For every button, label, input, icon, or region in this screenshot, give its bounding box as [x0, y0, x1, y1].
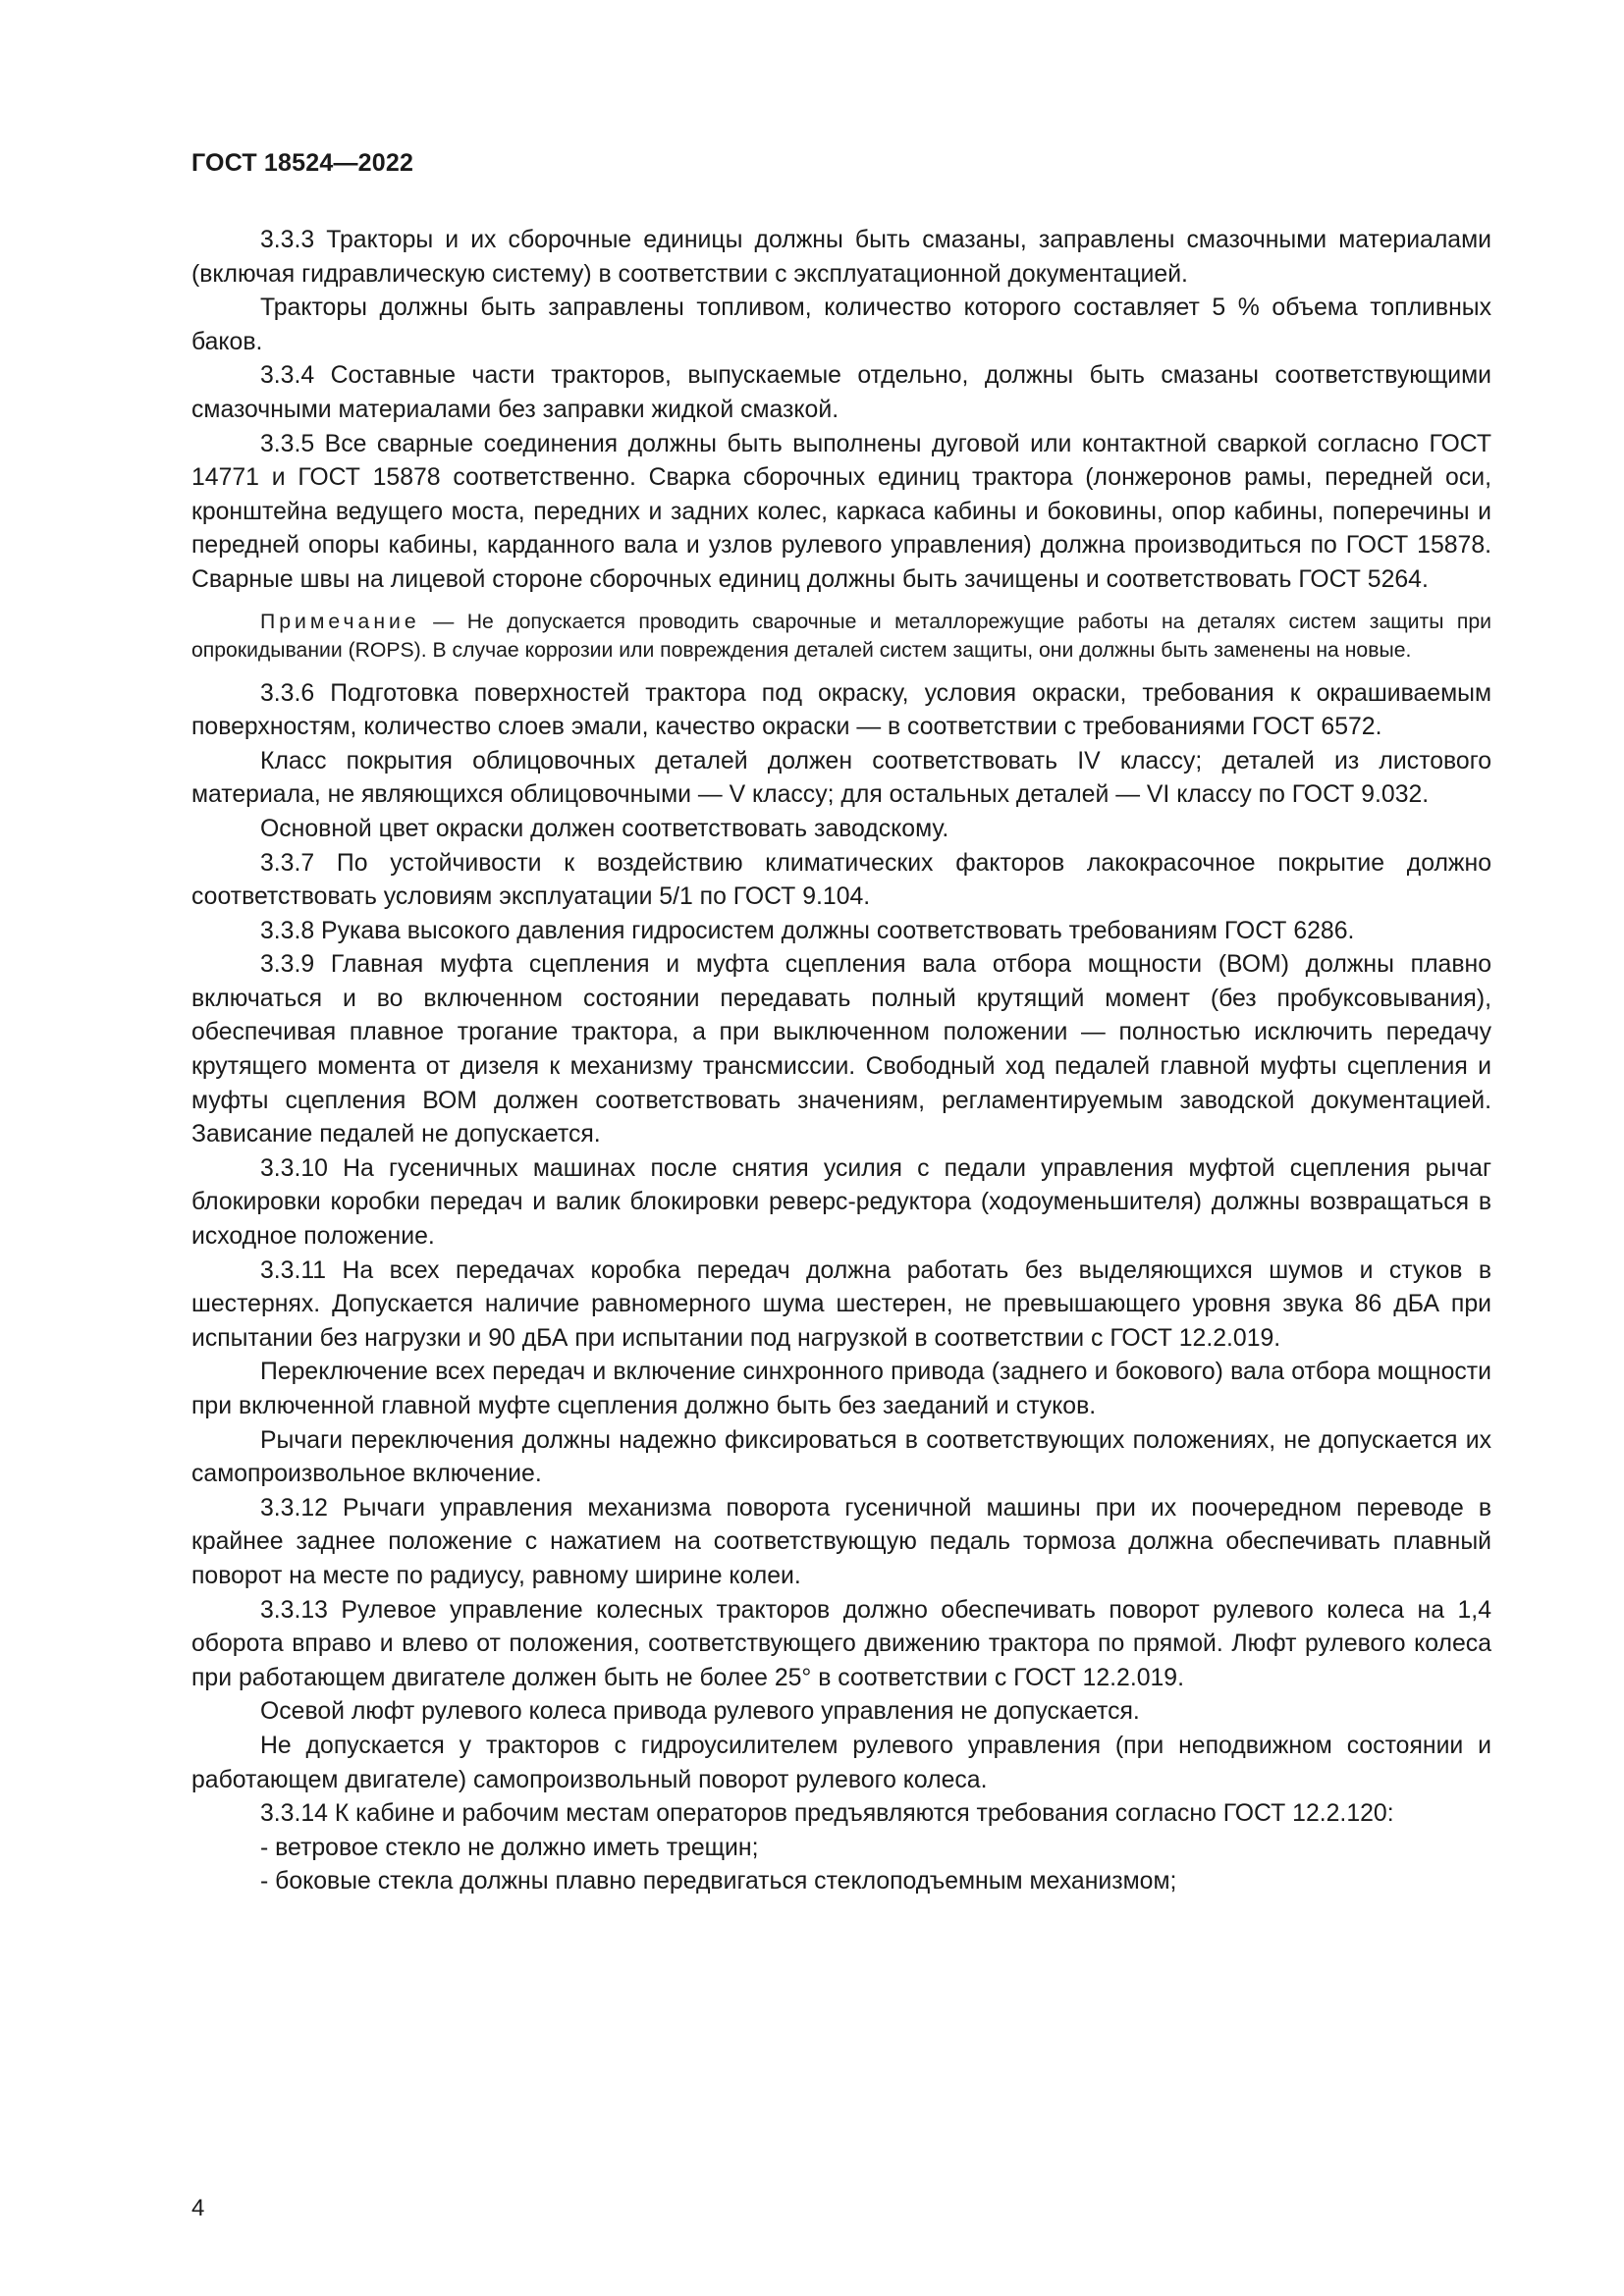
paragraph-3-3-12: 3.3.12 Рычаги управления механизма поворота гусеничной машины при их поочередном переводе в крайнее заднее положение с нажатием на соответствующую педаль тормоза должна обеспечивать плавный поворот на месте по радиусу, равному ширине колеи.: [191, 1494, 1491, 1589]
paragraph: Тракторы должны быть заправлены топливом, количество которого составляет 5 % объема топливных баков.: [191, 294, 1491, 355]
paragraph: Рычаги переключения должны надежно фиксироваться в соответствующих положениях, не допускается их самопроизвольное включение.: [191, 1426, 1491, 1488]
note-text: — Не допускается проводить сварочные и металлорежущие работы на деталях систем защиты при опрокидывании (ROPS). В случае коррозии или повреждения деталей систем защиты, они должны быть заменены на новые.: [191, 610, 1491, 663]
note: [191, 608, 1491, 666]
paragraph-3-3-9: 3.3.9 Главная муфта сцепления и муфта сцепления вала отбора мощности (ВОМ) должны плавно включаться и во включенном состоянии передавать полный крутящий момент (без пробуксовывания), обеспечивая плавное трогание трактора, а при выключенном положении — полностью исключить передачу крутящего момента от дизеля к механизму трансмиссии. Свободный ход педалей главной муфты сцепления и муфты сцепления ВОМ должен соответствовать значениям, регламентируемым заводской документацией. Зависание педалей не допускается.: [191, 951, 1491, 1148]
list-item: - боковые стекла должны плавно передвигаться стеклоподъемным механизмом;: [260, 1868, 1177, 1896]
paragraph-3-3-7: 3.3.7 По устойчивости к воздействию климатических факторов лакокрасочное покрытие должно соответствовать условиям эксплуатации 5/1 по ГОСТ 9.104.: [191, 849, 1491, 911]
list-item: - ветровое стекло не должно иметь трещин;: [260, 1834, 759, 1861]
paragraph-3-3-11: 3.3.11 На всех передачах коробка передач должна работать без выделяющихся шумов и стуков в шестернях. Допускается наличие равномерного шума шестерен, не превышающего уровня звука 86 дБА при испытании без нагрузки и 90 дБА при испытании под нагрузкой в соответствии с ГОСТ 12.2.019.: [191, 1256, 1491, 1352]
paragraph: Не допускается у тракторов с гидроусилителем рулевого управления (при неподвижном состоянии и работающем двигателе) самопроизвольный поворот рулевого колеса.: [191, 1732, 1491, 1793]
paragraph-3-3-14: 3.3.14 К кабине и рабочим местам операторов предъявляются требования согласно ГОСТ 12.2.120:: [260, 1800, 1394, 1828]
paragraph: Переключение всех передач и включение синхронного привода (заднего и бокового) вала отбора мощности при включенной главной муфте сцепления должно быть без заеданий и стуков.: [191, 1359, 1491, 1419]
paragraph-3-3-10: 3.3.10 На гусеничных машинах после снятия усилия с педали управления муфтой сцепления рычаг блокировки коробки передач и валик блокировки реверс-редуктора (ходоуменьшителя) должны возвращаться в исходное положение.: [191, 1154, 1491, 1251]
paragraph-3-3-13: 3.3.13 Рулевое управление колесных тракторов должно обеспечивать поворот рулевого колеса на 1,4 оборота вправо и влево от положения, соответствующего движению трактора по прямой. Люфт рулевого колеса при работающем двигателе должен быть не более 25° в соответствии с ГОСТ 12.2.019.: [191, 1596, 1491, 1691]
paragraph-3-3-8: 3.3.8 Рукава высокого давления гидросистем должны соответствовать требованиям ГОСТ 6286.: [260, 917, 1355, 944]
paragraph: Основной цвет окраски должен соответствовать заводскому.: [260, 815, 949, 842]
paragraph-3-3-6: 3.3.6 Подготовка поверхностей трактора под окраску, условия окраски, требования к окрашиваемым поверхностям, количество слоев эмали, качество окраски — в соответствии с требованиями ГОСТ 6572.: [191, 679, 1491, 741]
paragraph-3-3-4: 3.3.4 Составные части тракторов, выпускаемые отдельно, должны быть смазаны соответствующими смазочными материалами без заправки жидкой смазкой.: [191, 362, 1491, 423]
paragraph-3-3-3: 3.3.3 Тракторы и их сборочные единицы должны быть смазаны, заправлены смазочными материалами (включая гидравлическую систему) в соответствии с эксплуатационной документацией.: [191, 227, 1491, 288]
note-label: Примечание: [260, 610, 420, 633]
page-number: 4: [191, 2195, 205, 2221]
paragraph: Класс покрытия облицовочных деталей должен соответствовать IV классу; деталей из листового материала, не являющихся облицовочными — V классу; для остальных деталей — VI классу по ГОСТ 9.032.: [191, 747, 1491, 809]
paragraph: Осевой люфт рулевого колеса привода рулевого управления не допускается.: [260, 1698, 1140, 1726]
paragraph-3-3-5: 3.3.5 Все сварные соединения должны быть выполнены дуговой или контактной сваркой согласно ГОСТ 14771 и ГОСТ 15878 соответственно. Сварка сборочных единиц трактора (лонжеронов рамы, передней оси, кронштейна ведущего моста, передних и задних колес, каркаса кабины и боковины, опор кабины, поперечины и передней опоры кабины, карданного вала и узлов рулевого управления) должна производиться по ГОСТ 15878. Сварные швы на лицевой стороне сборочных единиц должны быть зачищены и соответствовать ГОСТ 5264.: [191, 430, 1491, 593]
document-header: ГОСТ 18524—2022: [191, 149, 414, 177]
document-body: [191, 224, 1491, 1899]
